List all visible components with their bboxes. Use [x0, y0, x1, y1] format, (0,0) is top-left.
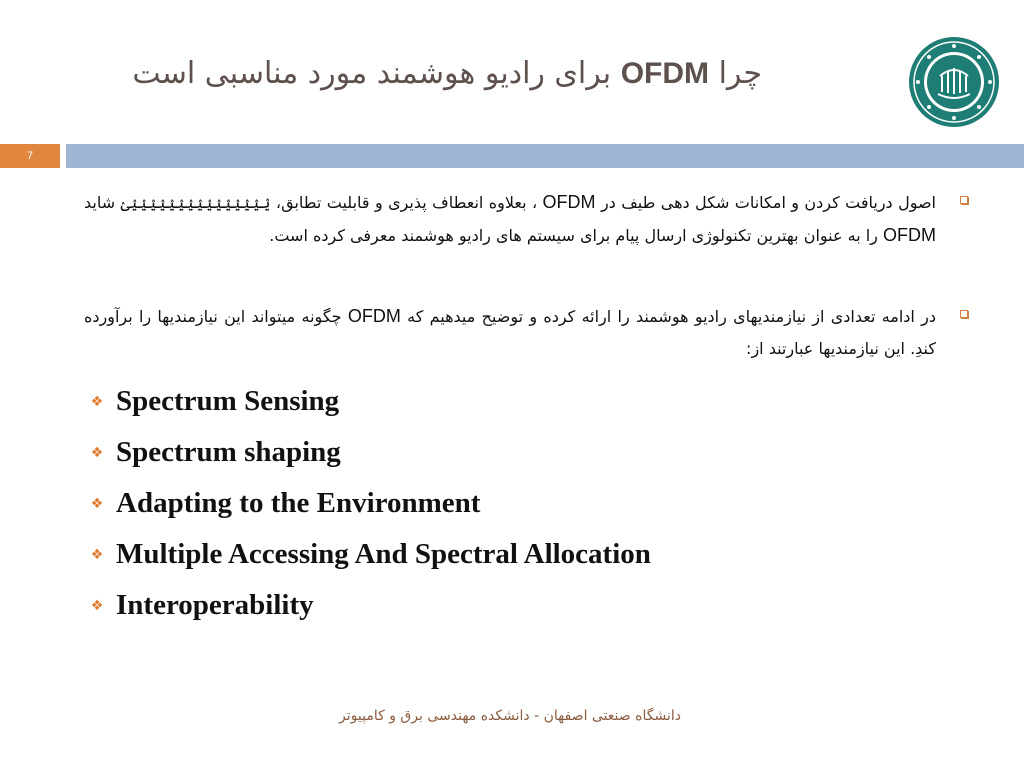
feature-label: Adapting to the Environment — [116, 487, 481, 519]
p2-latin-1: OFDM — [347, 306, 401, 326]
p1-text-1: اصول دریافت کردن و امکانات شکل دهی طیف در — [600, 193, 937, 212]
paragraph-2 — [84, 300, 936, 365]
square-bullet-icon — [960, 196, 968, 204]
feature-label: Interoperability — [116, 589, 314, 621]
p1-text-3: را به عنوان بهترین تکنولوژی ارسال پیام برای سیستم های رادیو هوشمند معرفی کرده است. — [269, 226, 878, 245]
slide-number: 7 — [0, 144, 60, 168]
diamond-bullet-icon: ❖ — [90, 597, 104, 614]
square-bullet-icon — [960, 310, 968, 318]
list-item — [78, 478, 651, 529]
list-item — [78, 529, 651, 580]
p2-text-1: در ادامه تعدادی از نیازمندیهای رادیو هوشمند را ارائه کرده و توضیح میدهیم که — [407, 307, 936, 326]
p1-latin-1: OFDM — [542, 192, 596, 212]
slide-title — [132, 56, 762, 91]
diamond-bullet-icon: ❖ — [90, 393, 104, 410]
title-prefix: چرا — [718, 56, 762, 91]
list-item — [78, 427, 651, 478]
diamond-bullet-icon: ❖ — [90, 495, 104, 512]
diamond-bullet-icon: ❖ — [90, 444, 104, 461]
title-latin: OFDM — [620, 57, 710, 90]
university-logo — [908, 36, 1000, 128]
header-band — [66, 144, 1024, 168]
list-item — [78, 376, 651, 427]
p2-text-2: چگونه میتواند این نیازمندیها را برآورده کندِ. این نیازمندیها عبارتند از: — [84, 307, 936, 358]
slide-footer — [0, 708, 960, 724]
feature-list — [78, 376, 651, 631]
feature-label: Multiple Accessing And Spectral Allocation — [116, 538, 651, 570]
footer-text: دانشگاه صنعتی اصفهان - دانشکده مهندسی برق و کامپیوتر — [339, 708, 681, 724]
p1-latin-2: OFDM — [883, 225, 936, 245]
title-suffix: برای رادیو هوشمند مورد مناسبی است — [132, 56, 612, 91]
feature-label: Spectrum Sensing — [116, 385, 340, 417]
list-item — [78, 580, 651, 631]
p1-text-2: ، بعلاوه انعطاف پذیری و قابلیت تطابق، ؽؽؽؽؽؽؽؽؽؽؽؽؽؽؽؽ شاید — [84, 193, 538, 212]
diamond-bullet-icon: ❖ — [90, 546, 104, 563]
paragraph-1 — [84, 186, 936, 252]
feature-label: Spectrum shaping — [116, 436, 341, 468]
